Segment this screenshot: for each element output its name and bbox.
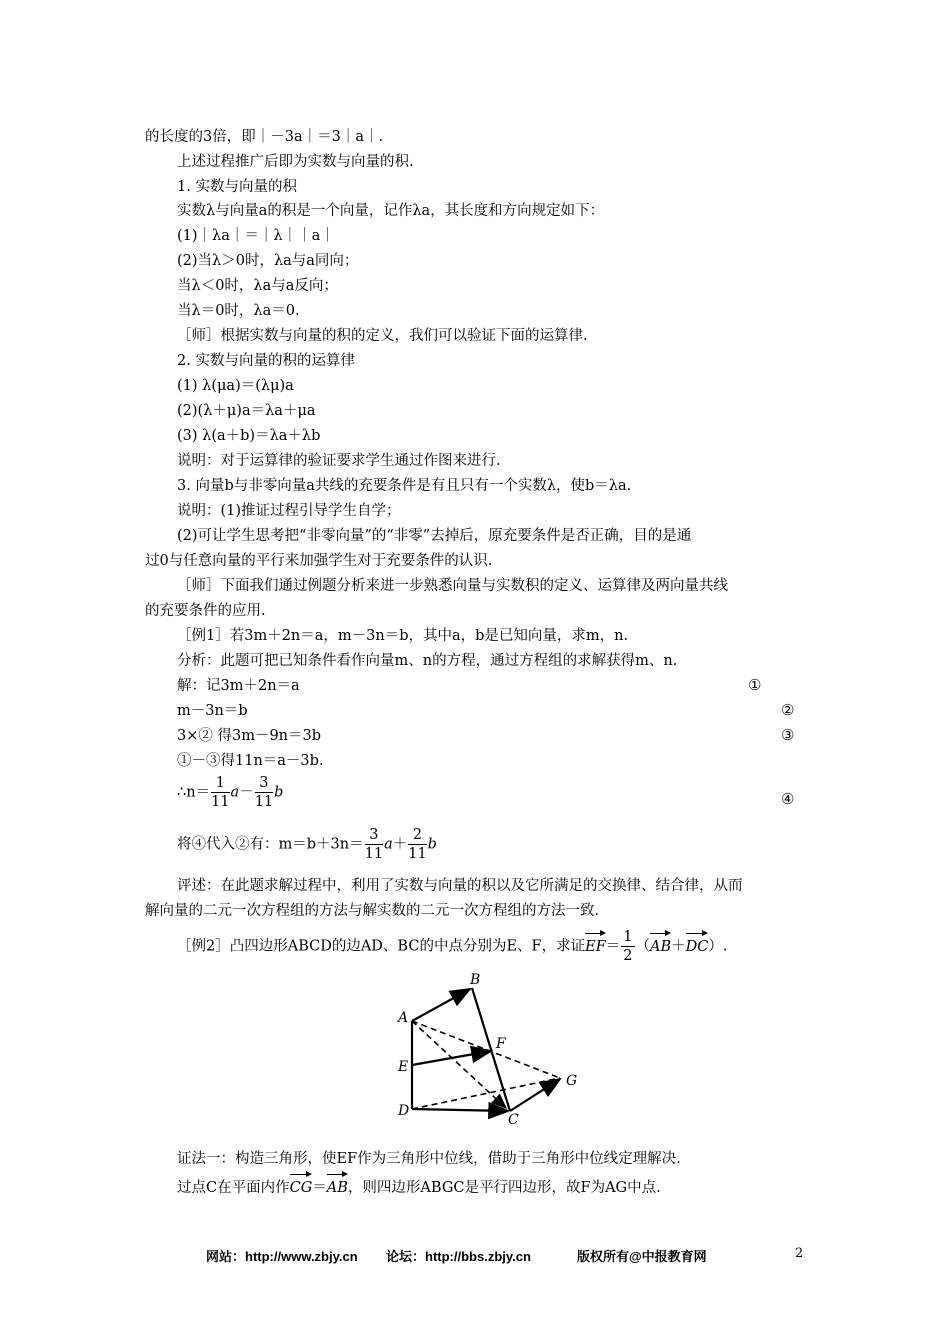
vector-DC: DC xyxy=(686,931,709,957)
point-label-G: G xyxy=(566,1073,578,1089)
footer-site: 网站：http://www.zbjy.cn xyxy=(206,1249,358,1264)
text-line: 当λ＝0时，λa＝0. xyxy=(177,303,300,319)
equation-marker: ④ xyxy=(781,790,795,808)
fraction: $\frac{1}{2}$ xyxy=(623,929,633,964)
text-line: 的充要条件的应用. xyxy=(145,603,266,619)
vector-AB-arrow xyxy=(412,989,470,1021)
vector-AC xyxy=(412,1021,506,1108)
equation-2: m－3n＝b xyxy=(177,703,248,719)
quadrilateral-figure xyxy=(390,972,590,1124)
fraction: $\frac{3}{11}$ xyxy=(254,775,274,810)
text-line: ［师］下面我们通过例题分析来进一步熟悉向量与实数积的定义、运算律及两向量共线 xyxy=(177,578,728,594)
text-line: 实数λ与向量a的积是一个向量，记作λa，其长度和方向规定如下： xyxy=(177,203,605,219)
fraction: $\frac{2}{11}$ xyxy=(408,827,427,862)
equation-3: 3×② 得3m－9n＝3b xyxy=(177,728,322,744)
formula-line: (2)(λ＋μ)a＝λa＋μa xyxy=(177,403,316,419)
text-line: (2)可让学生思考把“非零向量”的“非零”去掉后，原充要条件是否正确，目的是通 xyxy=(177,528,692,544)
formula-line: (3) λ(a＋b)＝λa＋λb xyxy=(177,428,321,444)
formula-line: (1) λ(μa)＝(λμ)a xyxy=(177,378,294,394)
vector-AB: AB xyxy=(327,1172,348,1198)
point-label-A: A xyxy=(398,1010,409,1026)
equation-n: ∴n＝ $\frac{1}{11}$ a－ $\frac{3}{11}$ b xyxy=(177,775,284,810)
example-2-title: ［例2］凸四边形ABCD的边AD、BC的中点分别为E、F，求证EF＝ $\frac{1}{2}$ （AB＋DC）. xyxy=(177,929,728,964)
text-line: 说明：(1)推证过程引导学生自学； xyxy=(177,503,401,519)
equation-marker: ③ xyxy=(781,726,795,744)
text-line: 上述过程推广后即为实数与向量的积. xyxy=(177,154,414,170)
section-heading: 1. 实数与向量的积 xyxy=(177,179,297,195)
text-line: (1)｜λa｜＝｜λ｜｜a｜ xyxy=(177,228,335,244)
proof-line: 证法一：构造三角形，使EF作为三角形中位线，借助于三角形中位线定理解决. xyxy=(177,1151,681,1167)
text-line: 说明：对于运算律的验证要求学生通过作图来进行. xyxy=(177,453,501,469)
text-line: 分析：此题可把已知条件看作向量m、n的方程，通过方程组的求解获得m、n. xyxy=(177,653,678,669)
footer-forum: 论坛：http://bbs.zbjy.cn xyxy=(386,1249,531,1264)
proof-line: 过点C在平面内作CG＝AB，则四边形ABGC是平行四边形，故F为AG中点. xyxy=(177,1172,661,1198)
vector-AB: AB xyxy=(650,931,671,957)
comment-line: 解向量的二元一次方程组的方法与解实数的二元一次方程组的方法一致. xyxy=(145,903,600,919)
vector-DC-arrow xyxy=(412,1109,508,1111)
page-number: 2 xyxy=(795,1246,804,1261)
point-label-C: C xyxy=(508,1112,519,1124)
point-label-F: F xyxy=(496,1036,506,1052)
vector-EF: EF xyxy=(585,931,606,957)
equation-m: 将④代入②有：m＝b＋3n＝ $\frac{3}{11}$ a＋ $\frac{2}{11}$ b xyxy=(177,827,437,862)
text-line: 过0与任意向量的平行来加强学生对于充要条件的认识. xyxy=(145,553,493,569)
point-label-B: B xyxy=(470,972,481,988)
equation-1: 解：记3m＋2n＝a xyxy=(177,678,300,694)
vector-CG: CG xyxy=(290,1172,313,1198)
section-heading: 3. 向量b与非零向量a共线的充要条件是有且只有一个实数λ，使b＝λa. xyxy=(177,478,632,494)
example-1-title: ［例1］若3m＋2n＝a，m－3n＝b，其中a，b是已知向量，求m，n. xyxy=(177,628,629,644)
text-line: ［师］根据实数与向量的积的定义，我们可以验证下面的运算律. xyxy=(177,328,588,344)
text-line: 当λ＜0时，λa与a反向； xyxy=(177,278,338,294)
point-label-D: D xyxy=(398,1103,410,1119)
point-label-E: E xyxy=(398,1059,409,1075)
fraction: $\frac{3}{11}$ xyxy=(364,827,384,862)
section-heading: 2. 实数与向量的积的运算律 xyxy=(177,353,355,369)
segment-AG xyxy=(412,1021,560,1078)
text-line: 的长度的3倍，即｜－3a｜＝3｜a｜. xyxy=(145,129,384,145)
comment-line: 评述：在此题求解过程中，利用了实数与向量的积以及它所满足的交换律、结合律，从而 xyxy=(177,878,743,894)
equation-line: ①－③得11n＝a－3b. xyxy=(177,753,324,769)
fraction: $\frac{1}{11}$ xyxy=(211,775,230,810)
equation-marker: ① xyxy=(748,676,762,694)
equation-marker: ② xyxy=(781,701,795,719)
footer-copyright: 版权所有@中报教育网 xyxy=(577,1249,707,1264)
text-line: (2)当λ＞0时，λa与a同向； xyxy=(177,253,359,269)
